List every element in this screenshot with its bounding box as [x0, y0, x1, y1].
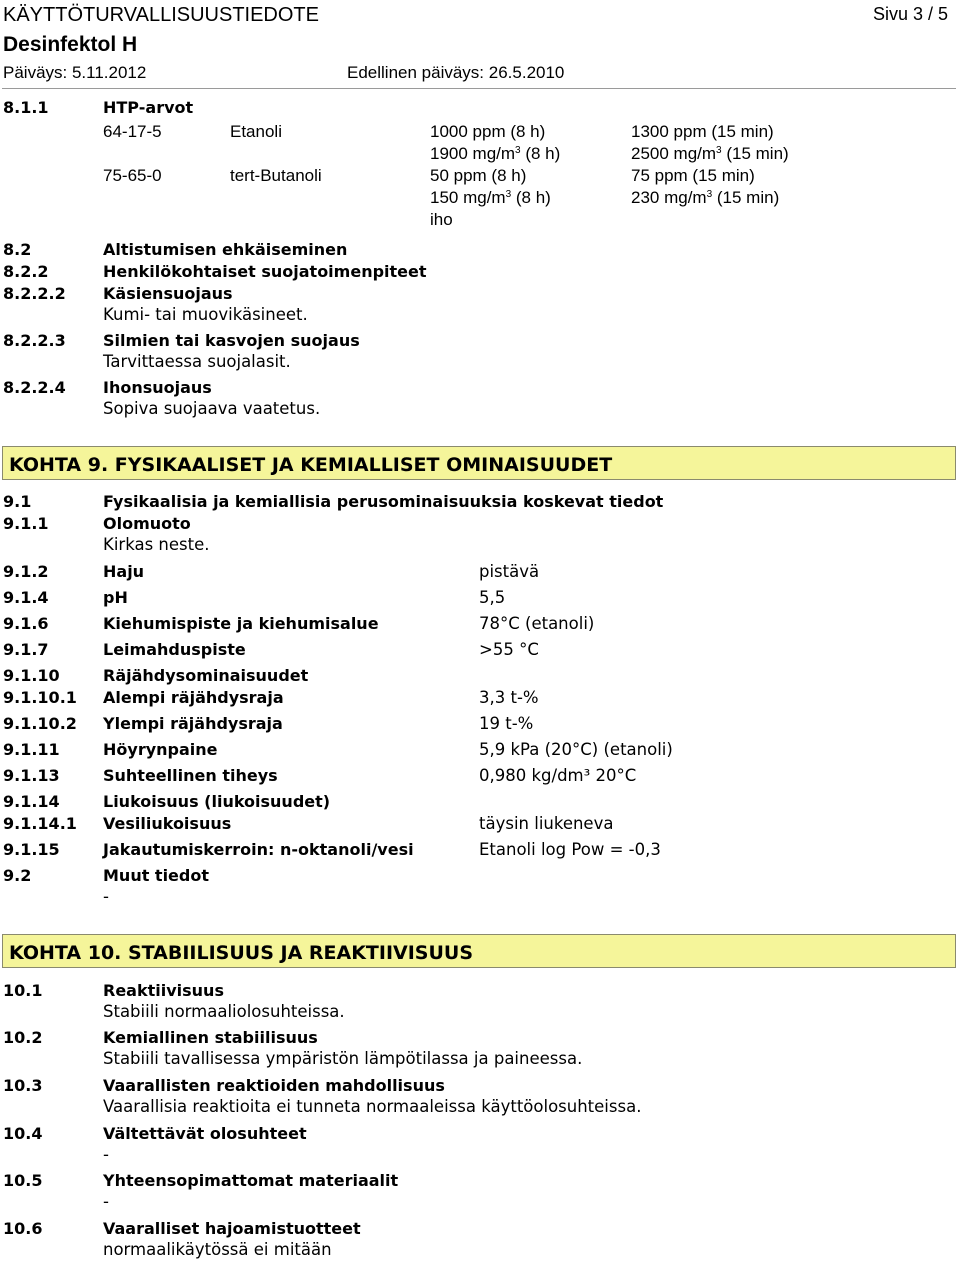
htp-15min-ppm: 1300 ppm (15 min)	[631, 122, 774, 141]
cas-number: 64-17-5	[103, 122, 162, 141]
section-title: Silmien tai kasvojen suojaus	[103, 331, 360, 350]
item-label: Höyrynpaine	[103, 740, 218, 759]
item-number: 9.1.6	[3, 614, 49, 633]
item-description: Stabiili tavallisessa ympäristön lämpötilassa ja paineessa.	[103, 1049, 583, 1068]
item-number: 10.1	[3, 981, 43, 1000]
item-number: 9.1.15	[3, 840, 60, 859]
document-date: Päiväys: 5.11.2012	[3, 63, 147, 82]
item-number: 9.1.2	[3, 562, 49, 581]
item-description: Kirkas neste.	[103, 535, 210, 554]
item-number: 10.3	[3, 1076, 43, 1095]
item-label: Vaarallisten reaktioiden mahdollisuus	[103, 1076, 445, 1095]
item-label: Suhteellinen tiheys	[103, 766, 278, 785]
header-rule	[2, 88, 956, 89]
htp-15min-mg: 230 $mg/m^3$ (15 min)	[631, 188, 780, 207]
previous-date: Edellinen päiväys: 26.5.2010	[347, 63, 565, 82]
section-text: Kumi- tai muovikäsineet.	[103, 305, 308, 324]
item-value: 5,9 kPa (20°C) (etanoli)	[479, 740, 673, 759]
item-number: 10.2	[3, 1028, 43, 1047]
htp-8h-mg: 1900 $mg/m^3$ (8 h)	[430, 144, 561, 163]
htp-8h-ppm: 1000 ppm (8 h)	[430, 122, 546, 141]
item-value: täysin liukeneva	[479, 814, 614, 833]
section-9-heading: KOHTA 9. FYSIKAALISET JA KEMIALLISET OMINAISUUDET	[2, 446, 956, 480]
section-number: 8.2.2.2	[3, 284, 66, 303]
cas-number: 75-65-0	[103, 166, 162, 185]
item-value: 78°C (etanoli)	[479, 614, 595, 633]
item-number: 9.2	[3, 866, 32, 885]
item-label: Vaaralliset hajoamistuotteet	[103, 1219, 361, 1238]
item-label: Yhteensopimattomat materiaalit	[103, 1171, 399, 1190]
page-number: Sivu 3 / 5	[873, 4, 949, 24]
section-number: 8.2.2.4	[3, 378, 66, 397]
item-label: Reaktiivisuus	[103, 981, 224, 1000]
item-description: -	[103, 1192, 109, 1211]
item-number: 9.1.4	[3, 588, 49, 607]
item-number: 9.1.13	[3, 766, 60, 785]
item-label: Alempi räjähdysraja	[103, 688, 284, 707]
section-text: Sopiva suojaava vaatetus.	[103, 399, 321, 418]
document-type: KÄYTTÖTURVALLISUUSTIEDOTE	[3, 4, 319, 26]
item-number: 9.1.10.1	[3, 688, 77, 707]
item-number: 10.6	[3, 1219, 43, 1238]
item-label: Vältettävät olosuhteet	[103, 1124, 307, 1143]
item-description: -	[103, 887, 109, 906]
item-number: 9.1	[3, 492, 32, 511]
item-number: 9.1.10	[3, 666, 60, 685]
item-number: 9.1.14	[3, 792, 60, 811]
item-label: Liukoisuus (liukoisuudet)	[103, 792, 331, 811]
item-label: pH	[103, 588, 128, 607]
htp-8h-mg: 150 $mg/m^3$ (8 h)	[430, 188, 551, 207]
section-title: Käsiensuojaus	[103, 284, 233, 303]
item-value: 19 t-%	[479, 714, 534, 733]
item-number: 9.1.11	[3, 740, 60, 759]
item-label: Haju	[103, 562, 145, 581]
item-value: pistävä	[479, 562, 540, 581]
section-number: 8.2.2	[3, 262, 49, 281]
item-value: >55 °C	[479, 640, 539, 659]
substance-name: Etanoli	[230, 122, 282, 141]
section-number: 8.2.2.3	[3, 331, 66, 350]
skin-notation: iho	[430, 210, 453, 229]
htp-15min-ppm: 75 ppm (15 min)	[631, 166, 755, 185]
htp-15min-mg: 2500 $mg/m^3$ (15 min)	[631, 144, 789, 163]
product-name: Desinfektol H	[3, 33, 138, 56]
item-description: Vaarallisia reaktioita ei tunneta normaaleissa käyttöolosuhteissa.	[103, 1097, 642, 1116]
item-number: 9.1.1	[3, 514, 49, 533]
item-label: Vesiliukoisuus	[103, 814, 232, 833]
item-label: Räjähdysominaisuudet	[103, 666, 309, 685]
section-title: Ihonsuojaus	[103, 378, 212, 397]
item-value: 5,5	[479, 588, 506, 607]
section-number: 8.1.1	[3, 98, 49, 117]
item-label: Kiehumispiste ja kiehumisalue	[103, 614, 379, 633]
item-description: normaalikäytössä ei mitään	[103, 1240, 332, 1259]
section-text: Tarvittaessa suojalasit.	[103, 352, 291, 371]
section-number: 8.2	[3, 240, 32, 259]
item-value: 0,980 kg/dm³ 20°C	[479, 766, 637, 785]
item-label: Fysikaalisia ja kemiallisia perusominaisuuksia koskevat tiedot	[103, 492, 664, 511]
item-label: Kemiallinen stabiilisuus	[103, 1028, 318, 1047]
item-description: -	[103, 1145, 109, 1164]
item-number: 9.1.14.1	[3, 814, 77, 833]
item-number: 10.5	[3, 1171, 43, 1190]
item-label: Ylempi räjähdysraja	[103, 714, 283, 733]
item-value: 3,3 t-%	[479, 688, 539, 707]
item-description: Stabiili normaaliolosuhteissa.	[103, 1002, 345, 1021]
item-value: Etanoli log Pow = -0,3	[479, 840, 661, 859]
section-title: Altistumisen ehkäiseminen	[103, 240, 348, 259]
item-label: Leimahduspiste	[103, 640, 246, 659]
item-number: 9.1.7	[3, 640, 49, 659]
item-label: Olomuoto	[103, 514, 191, 533]
section-title: HTP-arvot	[103, 98, 194, 117]
section-title: Henkilökohtaiset suojatoimenpiteet	[103, 262, 427, 281]
item-number: 9.1.10.2	[3, 714, 77, 733]
substance-name: tert-Butanoli	[230, 166, 322, 185]
section-10-heading: KOHTA 10. STABIILISUUS JA REAKTIIVISUUS	[2, 934, 956, 968]
item-label: Muut tiedot	[103, 866, 209, 885]
item-label: Jakautumiskerroin: n-oktanoli/vesi	[103, 840, 414, 859]
htp-8h-ppm: 50 ppm (8 h)	[430, 166, 527, 185]
item-number: 10.4	[3, 1124, 43, 1143]
